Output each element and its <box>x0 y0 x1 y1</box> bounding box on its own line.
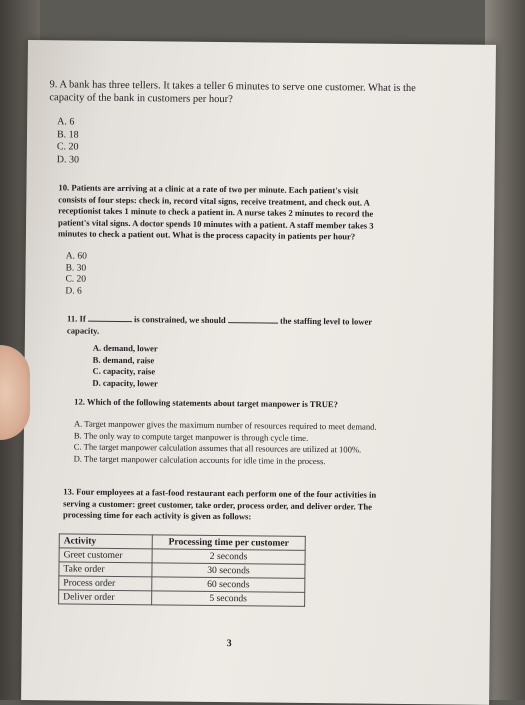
question-13 <box>63 486 376 524</box>
question-11-option-a: A. demand, lower <box>92 342 158 354</box>
table-cell-activity: Deliver order <box>59 590 152 605</box>
question-10-option-c: C. 20 <box>65 274 87 285</box>
table-header-processing-time: Processing time per customer <box>152 535 305 551</box>
question-13-line-2: serving a customer: greet customer, take order, process order, and deliver order. The <box>63 497 373 512</box>
question-10-line-4: patient's vital signs. A doctor spends 10 minutes with a patient. A staff member takes 3 <box>58 217 374 231</box>
question-11-prefix: 11. If <box>67 313 86 324</box>
activity-table-container <box>58 533 306 607</box>
question-10-option-a: A. 60 <box>65 251 87 262</box>
question-10-options <box>65 251 87 297</box>
question-11-line-2: capacity. <box>66 325 100 336</box>
question-10-option-d: D. 6 <box>65 285 82 297</box>
question-11 <box>67 311 372 339</box>
table-cell-time: 5 seconds <box>152 591 305 607</box>
question-9-option-d: D. 30 <box>56 153 80 166</box>
table-cell-activity: Greet customer <box>59 548 152 563</box>
question-11-options <box>92 343 158 390</box>
question-10-line-3: receptionist takes 1 minute to check a patient in. A nurse takes 2 minutes to record the <box>58 205 374 219</box>
question-10-line-1: 10. Patients are arriving at a clinic at a rate of two per minute. Each patient's visit <box>58 182 359 196</box>
question-10-option-b: B. 30 <box>65 262 87 274</box>
page-number: 3 <box>226 638 232 650</box>
table-row <box>59 590 305 607</box>
table-header-activity: Activity <box>59 534 152 549</box>
question-11-option-c: C. capacity, raise <box>92 365 156 377</box>
question-9-option-b: B. 18 <box>56 128 79 141</box>
question-12-option-b: B. The only way to compute target manpower is through cycle time. <box>73 430 309 443</box>
question-10-line-5: minutes to check a patient out. What is the process capacity in patients per hour? <box>57 228 356 242</box>
question-12-option-c: C. The target manpower calculation assumes that all resources are utilized at 100%. <box>73 441 362 455</box>
worksheet-page <box>21 40 496 705</box>
question-10 <box>58 182 374 243</box>
question-11-suffix: the staffing level to lower <box>279 315 373 327</box>
question-10-line-2: consists of four steps: check in, record vital signs, receive treatment, and check out. A <box>58 193 370 208</box>
question-11-blank-2 <box>228 313 278 324</box>
question-9-options <box>57 116 80 166</box>
question-11-blank-1 <box>88 312 132 322</box>
question-13-line-3: processing time for each activity is given as follows: <box>62 509 252 522</box>
question-9-stem-line-2: capacity of the bank in customers per hour? <box>49 92 233 106</box>
question-9-stem-line-1: 9. A bank has three tellers. It takes a teller 6 minutes to serve one customer. What is the <box>49 79 416 95</box>
question-11-option-d: D. capacity, lower <box>92 377 158 389</box>
question-11-mid: is constrained, we should <box>133 314 226 326</box>
thumb <box>0 345 30 440</box>
question-12-options <box>74 419 377 469</box>
question-9-option-c: C. 20 <box>56 141 79 153</box>
question-11-option-b: B. demand, raise <box>92 354 155 365</box>
activity-table <box>58 533 306 607</box>
table-cell-time: 2 seconds <box>152 549 305 565</box>
table-cell-activity: Process order <box>59 576 152 591</box>
question-9-option-a: A. 6 <box>57 116 75 128</box>
question-12-option-a: A. Target manpower gives the maximum number of resources required to meet demand. <box>73 418 377 432</box>
table-cell-time: 60 seconds <box>152 577 305 593</box>
table-cell-activity: Take order <box>59 562 152 577</box>
question-12-stem: 12. Which of the following statements about target manpower is TRUE? <box>74 396 339 410</box>
question-13-line-1: 13. Four employees at a fast-food restaurant each perform one of the four activities in <box>63 486 377 500</box>
question-9 <box>49 78 416 108</box>
question-12-option-d: D. The target manpower calculation accounts for idle time in the process. <box>73 453 326 466</box>
table-cell-time: 30 seconds <box>152 563 305 579</box>
